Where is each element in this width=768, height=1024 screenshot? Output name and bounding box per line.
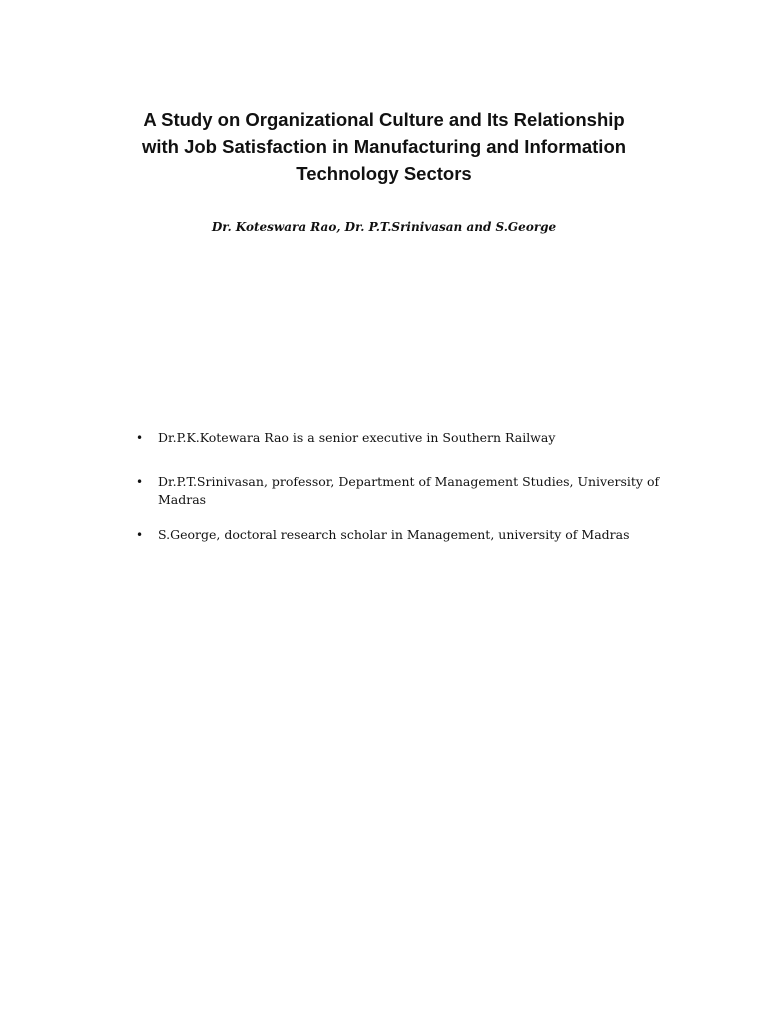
affiliation-list [132, 429, 692, 544]
title-line-3: Technology Sectors [296, 163, 472, 184]
title-line-1: A Study on Organizational Culture and Its Relationship [143, 109, 625, 130]
affiliation-text: Dr.P.K.Kotewara Rao is a senior executive in Southern Railway [158, 430, 556, 445]
title-line-2: with Job Satisfaction in Manufacturing and Information [141, 136, 627, 157]
affiliation-text: S.George, doctoral research scholar in Management, university of Madras [158, 527, 630, 542]
affiliation-item [132, 473, 692, 509]
paper-title [100, 106, 668, 187]
bullet-icon: • [136, 475, 144, 489]
affiliation-text: Dr.P.T.Srinivasan, professor, Department of Management Studies, University of Madras [158, 474, 660, 507]
affiliation-item [132, 429, 692, 447]
author-line: Dr. Koteswara Rao, Dr. P.T.Srinivasan and S.George [211, 220, 557, 234]
affiliation-item [132, 526, 692, 544]
bullet-icon: • [136, 431, 144, 445]
bullet-icon: • [136, 528, 144, 542]
